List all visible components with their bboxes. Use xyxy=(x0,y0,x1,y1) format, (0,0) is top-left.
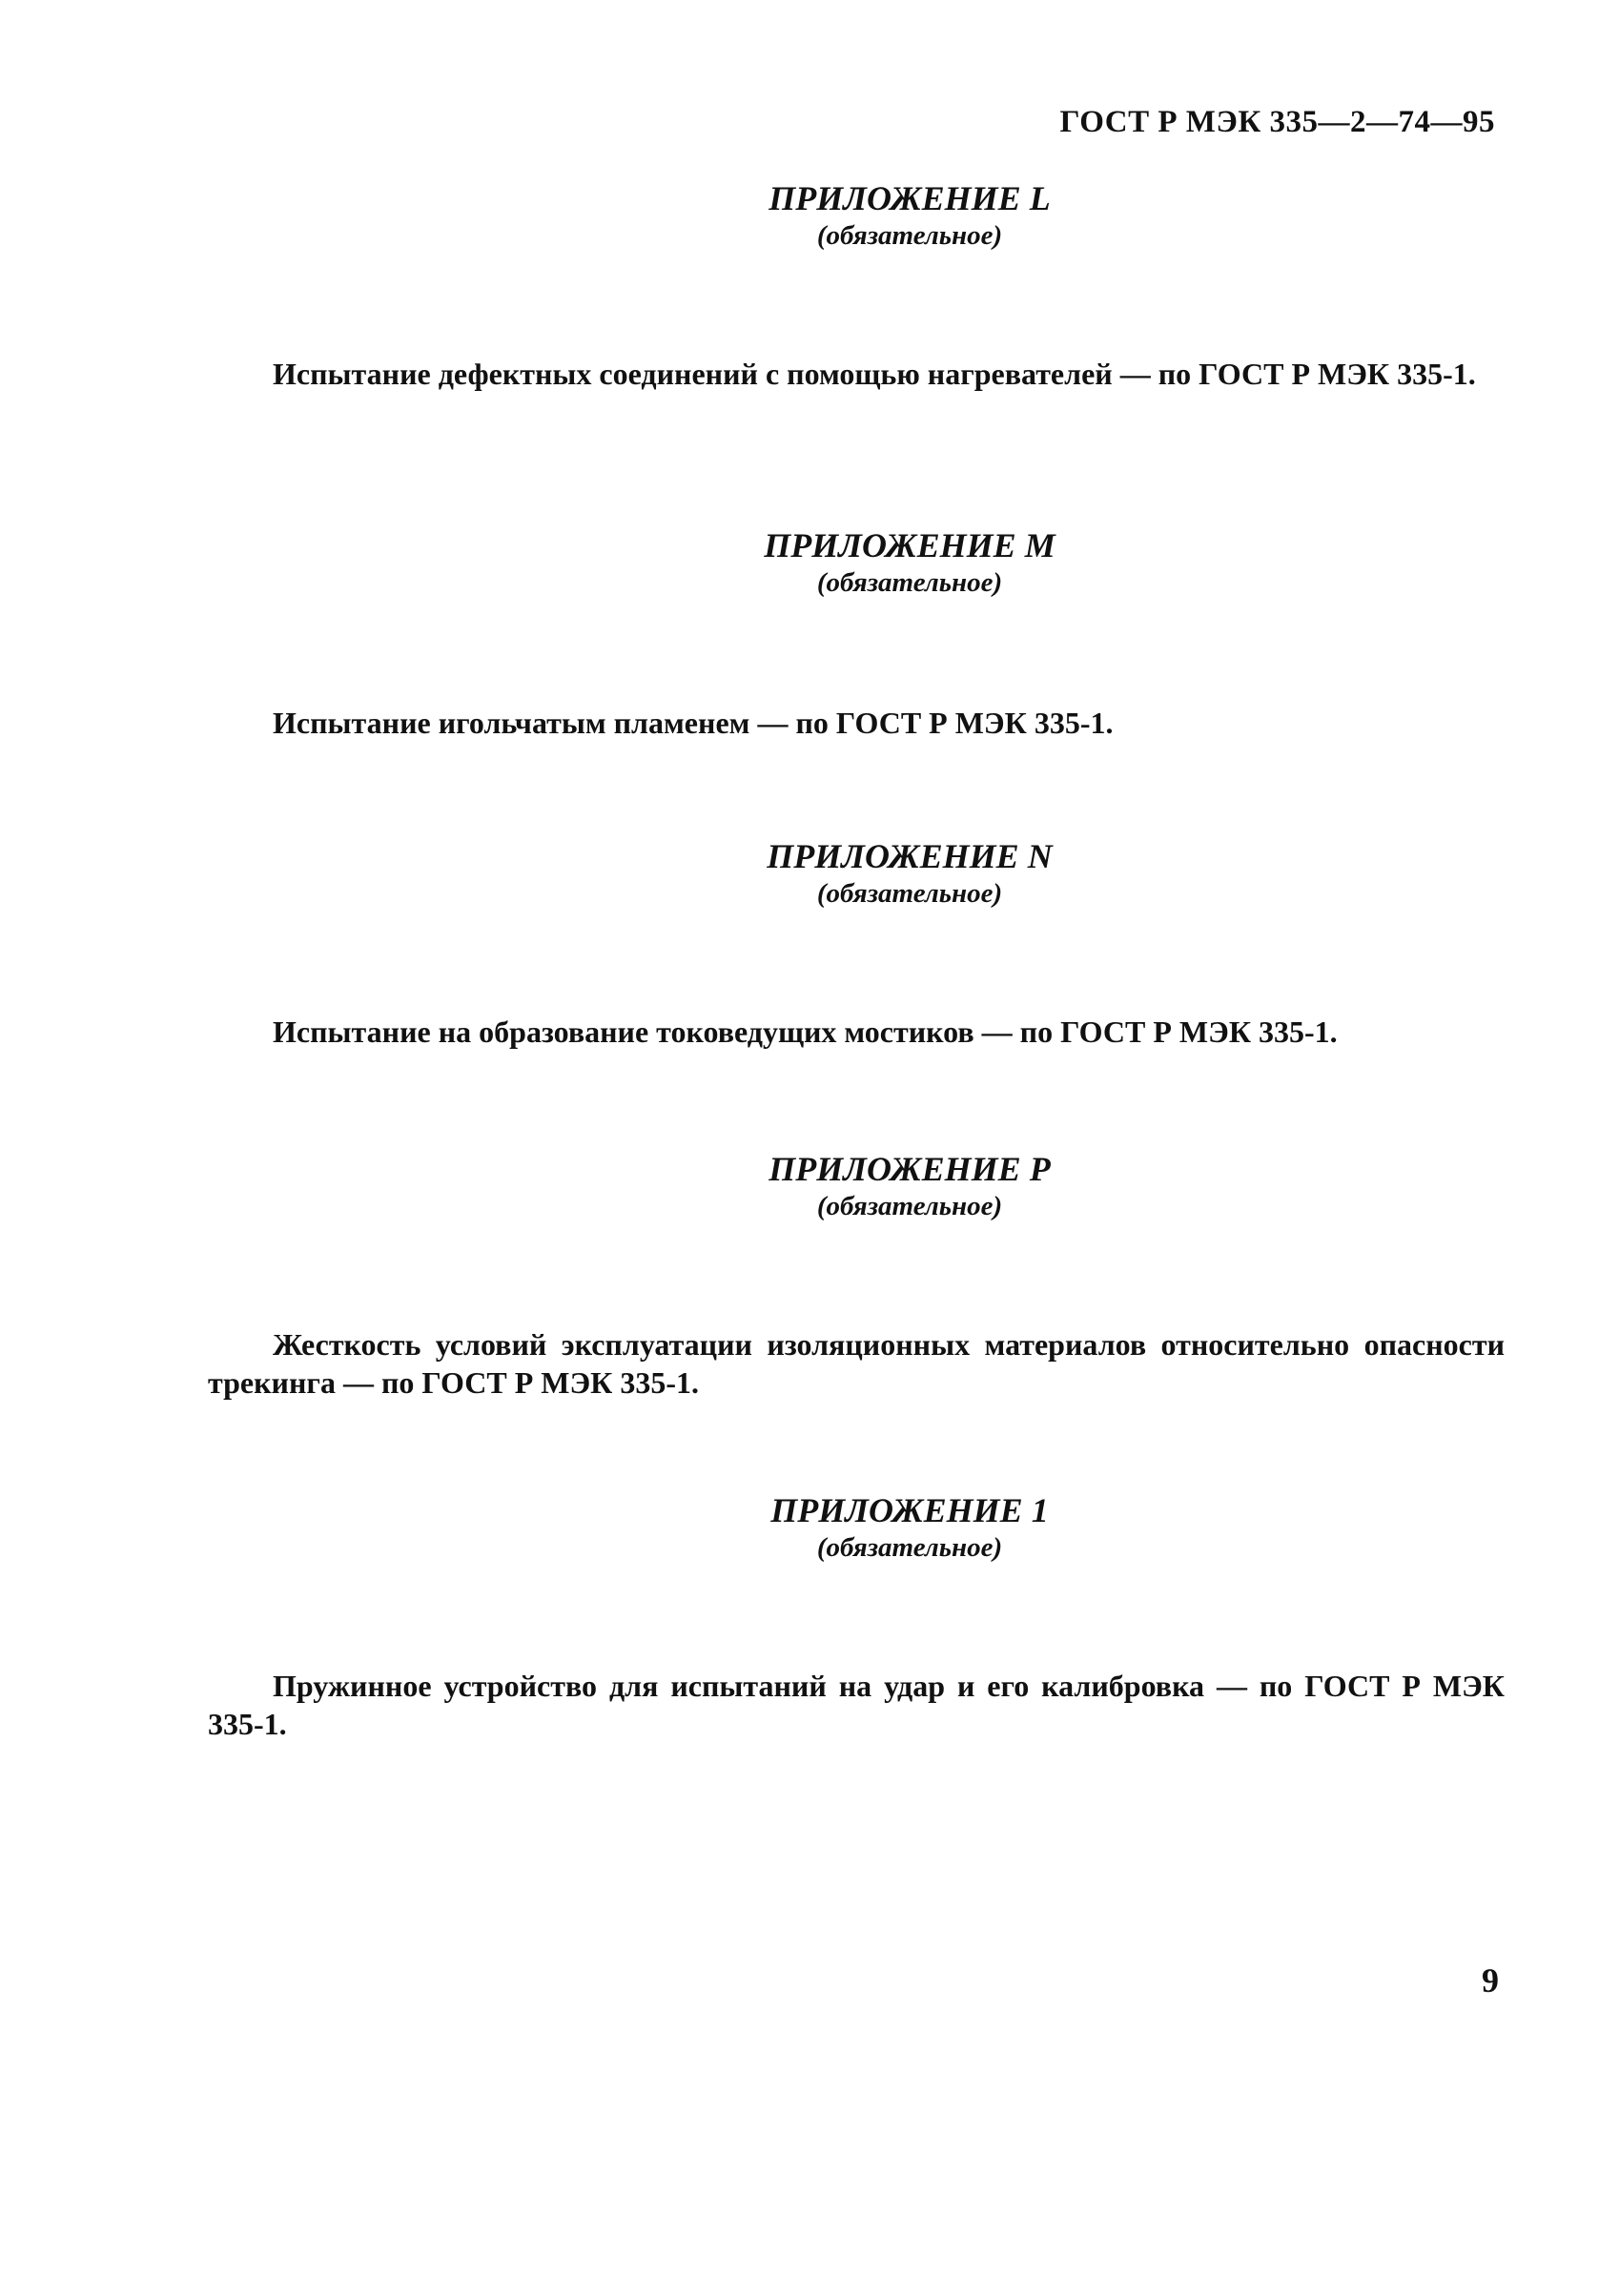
annex-m-title: ПРИЛОЖЕНИЕ М xyxy=(764,526,1055,564)
annex-n-text: Испытание на образование токоведущих мостиков — по ГОСТ Р МЭК 335-1. xyxy=(273,1015,1338,1049)
annex-n-title: ПРИЛОЖЕНИЕ N xyxy=(767,837,1053,875)
standard-code-header: ГОСТ Р МЭК 335—2—74—95 xyxy=(1059,105,1495,139)
annex-p-title: ПРИЛОЖЕНИЕ Р xyxy=(769,1150,1051,1188)
annex-m-text: Испытание игольчатым пламенем — по ГОСТ Р МЭК 335-1. xyxy=(273,706,1114,740)
page-number: 9 xyxy=(1482,1961,1499,1999)
annex-n-status: (обязательное) xyxy=(816,878,1003,909)
annex-l-title: ПРИЛОЖЕНИЕ L xyxy=(769,179,1051,217)
annex-p-text: Жесткость условий эксплуатации изоляционных материалов относительно опасности трекинга — по ГОСТ Р МЭК 335-1. xyxy=(208,1327,1505,1400)
annex-1-text: Пружинное устройство для испытаний на удар и его калибровка — по ГОСТ Р МЭК 335-1. xyxy=(208,1669,1505,1741)
annex-p-status: (обязательное) xyxy=(816,1191,1003,1221)
annex-l-text: Испытание дефектных соединений с помощью нагревателей — по ГОСТ Р МЭК 335-1. xyxy=(273,357,1476,391)
annex-1-status: (обязательное) xyxy=(816,1532,1003,1563)
annex-l-status: (обязательное) xyxy=(816,220,1003,251)
annex-m-status: (обязательное) xyxy=(816,567,1003,598)
annex-1-title: ПРИЛОЖЕНИЕ 1 xyxy=(770,1491,1049,1529)
